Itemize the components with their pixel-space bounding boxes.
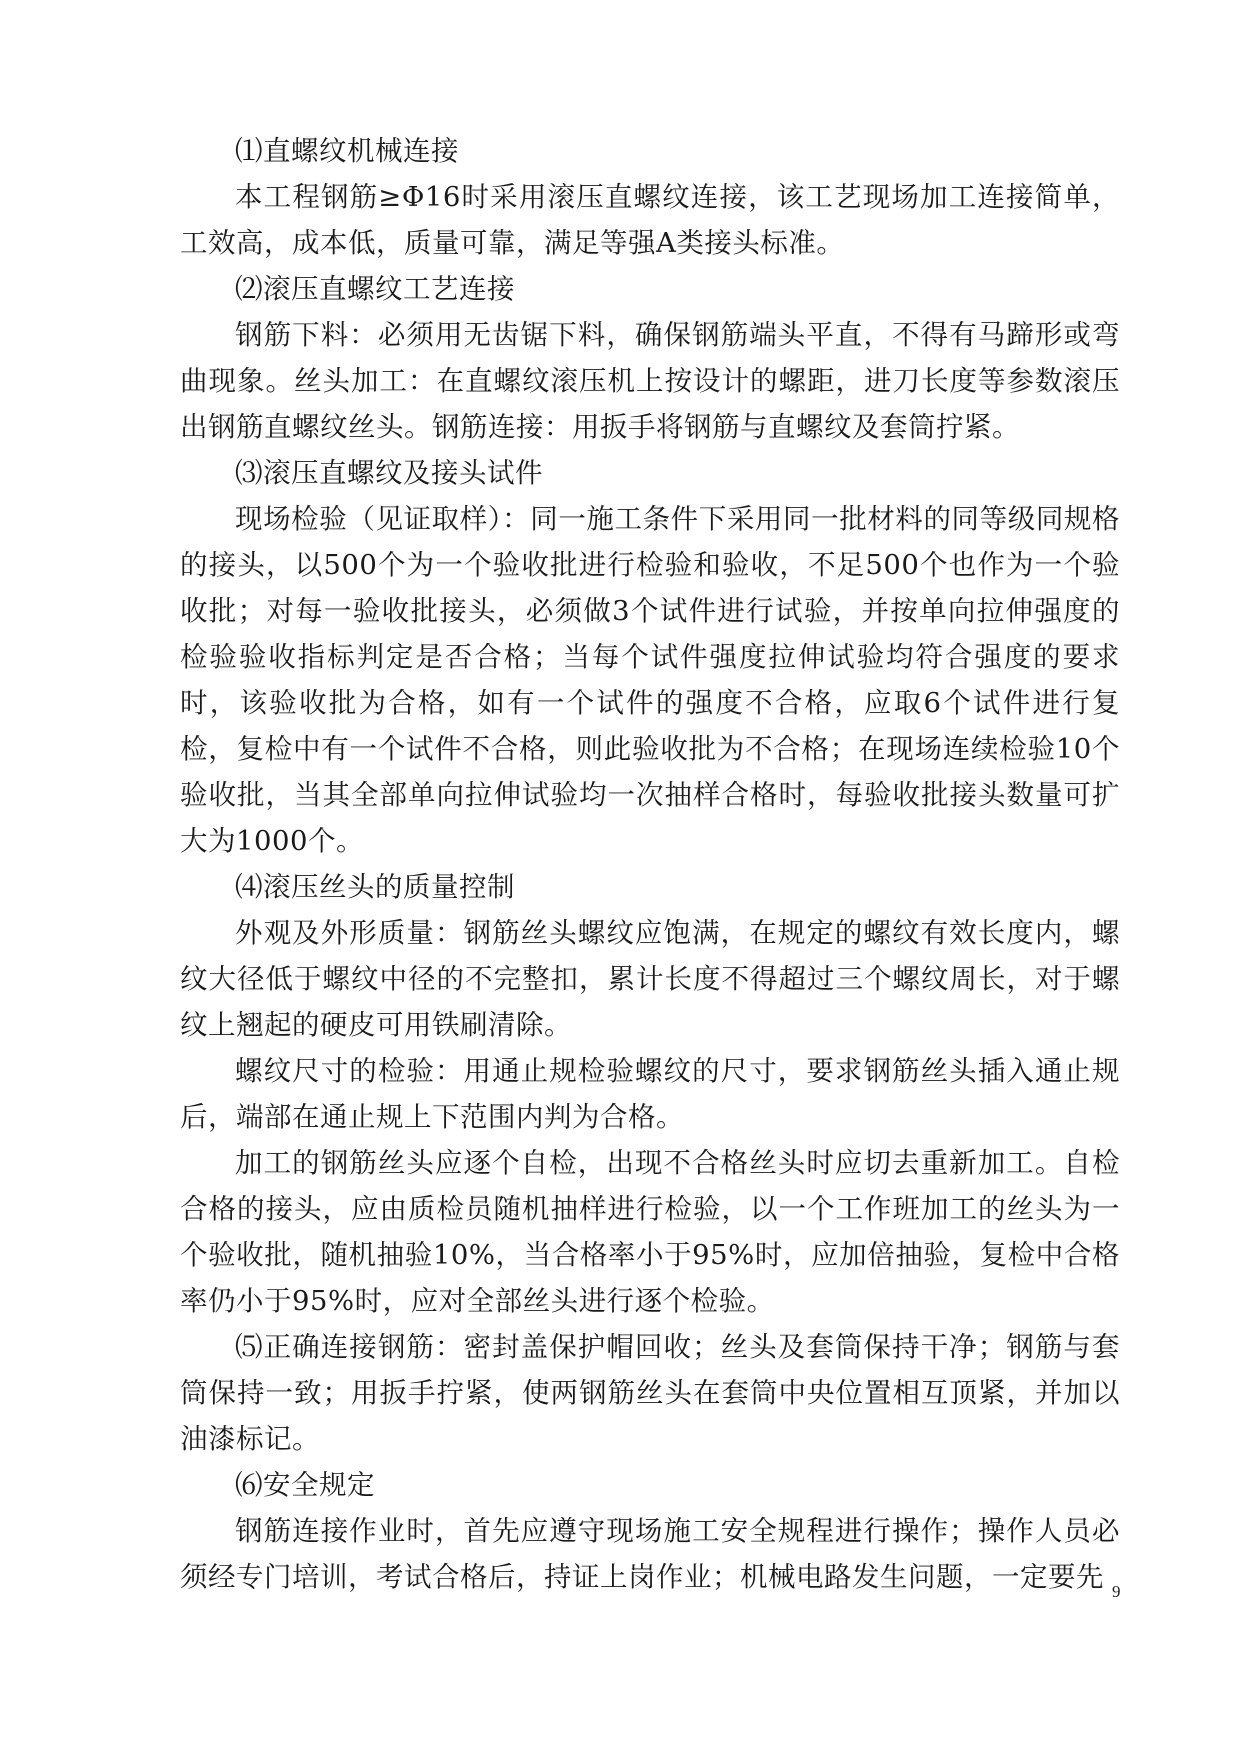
paragraph-site-inspection: 现场检验（见证取样）：同一施工条件下采用同一批材料的同等级同规格的接头，以500个为一个验收批进行检验和验收，不足500个也作为一个验收批；对每一验收批接头，必须做3个试件进行试验，并按单向拉伸强度的检验验收指标判定是否合格；当每个试件强度拉伸试验均符合强度的要求时，该验收批为合格，如有一个试件的强度不合格，应取6个试件进行复检，复检中有一个试件不合格，则此验收批为不合格；在现场连续检验10个验收批，当其全部单向拉伸试验均一次抽样合格时，每验收批接头数量可扩大为1000个。 bbox=[180, 503, 1120, 857]
paragraph-thread-size-inspection: 螺纹尺寸的检验：用通止规检验螺纹的尺寸，要求钢筋丝头插入通止规后，端部在通止规上下范围内判为合格。 bbox=[180, 1055, 1120, 1133]
heading-straight-thread-mechanical-connection: ⑴直螺纹机械连接 bbox=[235, 135, 459, 167]
heading-joint-test-pieces: ⑶滚压直螺纹及接头试件 bbox=[235, 457, 543, 489]
page-number: 9 bbox=[1112, 1582, 1121, 1601]
heading-safety-rules: ⑹安全规定 bbox=[235, 1469, 375, 1501]
heading-thread-quality-control: ⑷滚压丝头的质量控制 bbox=[235, 871, 515, 903]
paragraph-cutting-and-threading: 钢筋下料：必须用无齿锯下料，确保钢筋端头平直，不得有马蹄形或弯曲现象。丝头加工：在直螺纹滚压机上按设计的螺距，进刀长度等参数滚压出钢筋直螺纹丝头。钢筋连接：用扳手将钢筋与直螺纹及套筒拧紧。 bbox=[180, 319, 1120, 443]
heading-rolled-thread-process: ⑵滚压直螺纹工艺连接 bbox=[235, 273, 515, 305]
body-text bbox=[180, 128, 1120, 1600]
paragraph-safety-details: 钢筋连接作业时，首先应遵守现场施工安全规程进行操作；操作人员必须经专门培训，考试合格后，持证上岗作业；机械电路发生问题，一定要先 bbox=[180, 1515, 1120, 1593]
paragraph-rolled-thread-overview: 本工程钢筋≥Φ16时采用滚压直螺纹连接，该工艺现场加工连接简单，工效高，成本低，质量可靠，满足等强A类接头标准。 bbox=[180, 181, 1120, 259]
paragraph-self-inspection: 加工的钢筋丝头应逐个自检，出现不合格丝头时应切去重新加工。自检合格的接头，应由质检员随机抽样进行检验，以一个工作班加工的丝头为一个验收批，随机抽验10%，当合格率小于95%时，应加倍抽验，复检中合格率仍小于95%时，应对全部丝头进行逐个检验。 bbox=[180, 1147, 1120, 1317]
paragraph-correct-connection: ⑸正确连接钢筋：密封盖保护帽回收；丝头及套筒保持干净；钢筋与套筒保持一致；用扳手拧紧，使两钢筋丝头在套筒中央位置相互顶紧，并加以油漆标记。 bbox=[180, 1331, 1120, 1455]
paragraph-appearance-quality: 外观及外形质量：钢筋丝头螺纹应饱满，在规定的螺纹有效长度内，螺纹大径低于螺纹中径的不完整扣，累计长度不得超过三个螺纹周长，对于螺纹上翘起的硬皮可用铁刷清除。 bbox=[180, 917, 1120, 1041]
